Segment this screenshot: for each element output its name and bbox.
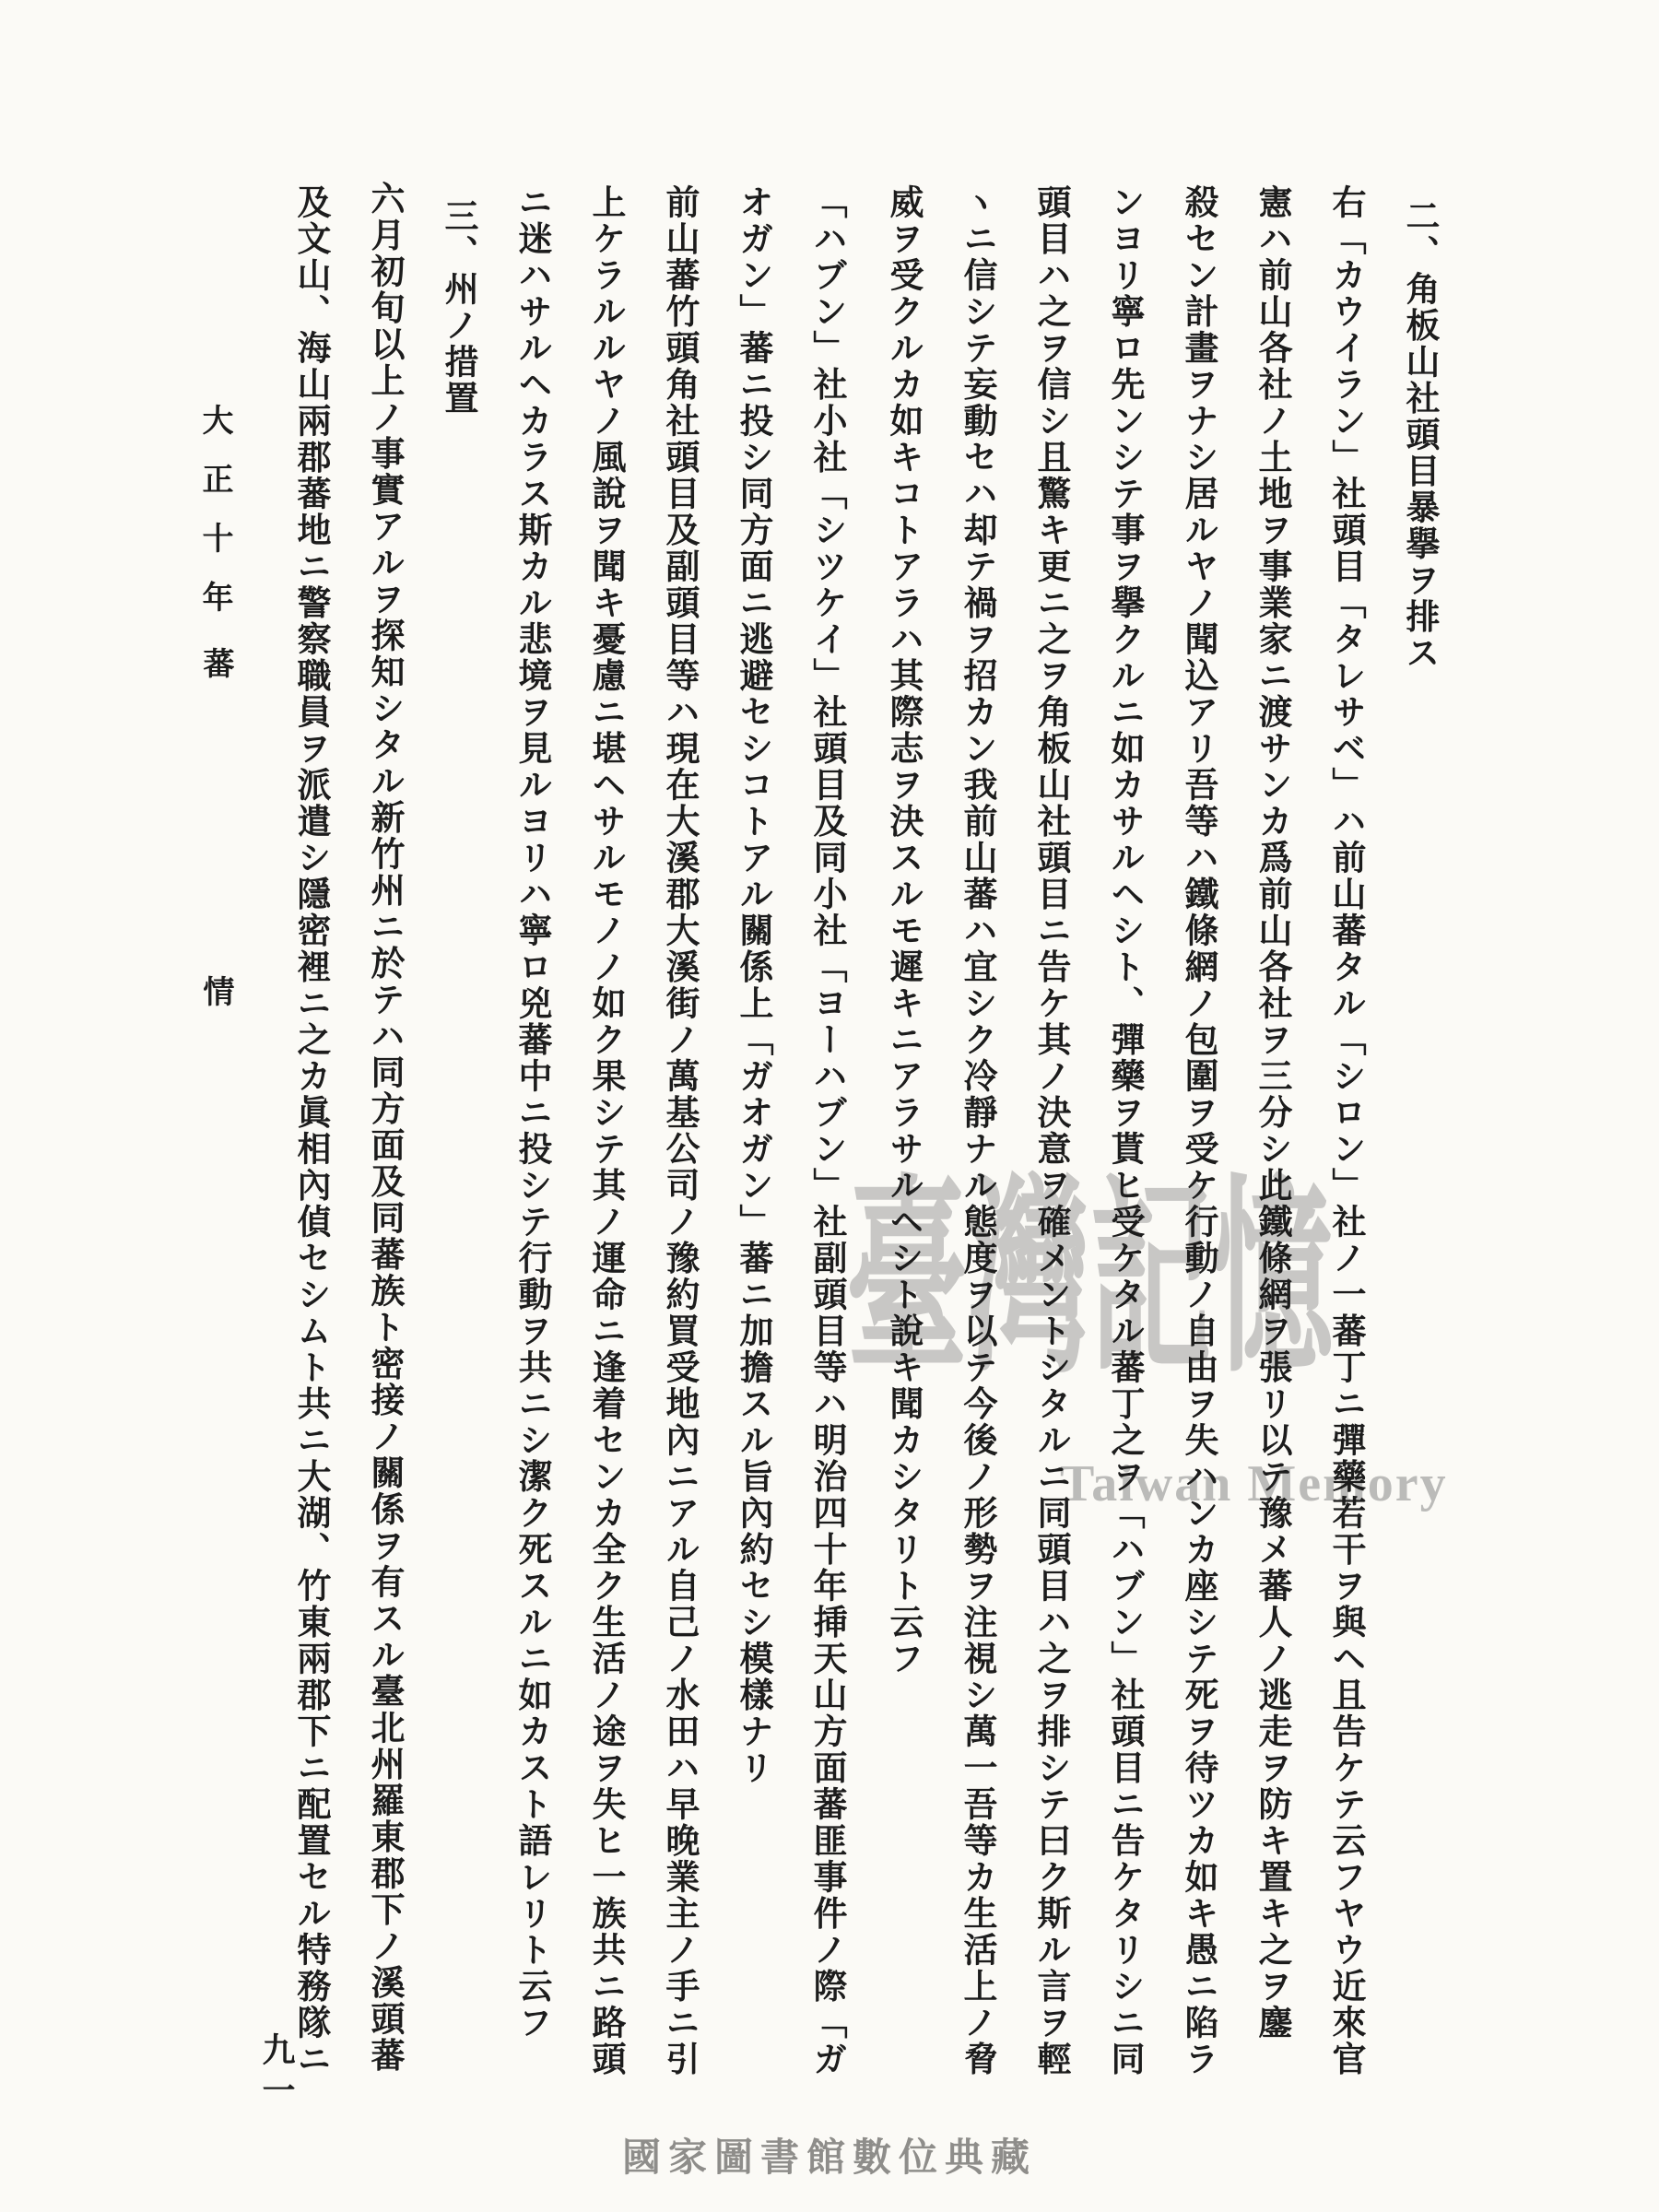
text-column-3: 殺セン計畫ヲナシ居ルヤノ聞込アリ吾等ハ鐵條網ノ包圍ヲ受ケ行動ノ自由ヲ失ハンカ座シテ死ヲ待ツカ如キ愚ニ陷ラ bbox=[1179, 184, 1217, 2077]
section-heading-3: 三、州ノ措置 bbox=[439, 198, 477, 417]
text-column-4: ンヨリ寧ロ先ンシテ事ヲ擧クルニ如カサルヘシト、彈藥ヲ貰ヒ受ケタル蕃丁之ヲ「ハブン」社頭目ニ告ケタリシニ同 bbox=[1105, 184, 1143, 2077]
text-column-5: 頭目ハ之ヲ信シ且驚キ更ニ之ヲ角板山社頭目ニ告ケ其ノ決意ヲ確メントシタルニ同頭目ハ之ヲ排シテ曰ク斯ル言ヲ輕 bbox=[1031, 184, 1069, 2077]
page-number: 九一 bbox=[258, 2032, 295, 2113]
text-column-6: ヽニ信シテ妄動セハ却テ禍ヲ招カン我前山蕃ハ宜シク冷靜ナル態度ヲ以テ今後ノ形勢ヲ注視シ萬一吾等カ生活上ノ脅 bbox=[958, 184, 995, 2077]
text-column-12: ニ迷ハサルヘカラス斯カル悲境ヲ見ルヨリハ寧ロ兇蕃中ニ投シテ行動ヲ共ニシ潔ク死スルニ如カスト語レリト云フ bbox=[512, 184, 550, 2041]
text-column-11: 上ケラルルヤノ風說ヲ聞キ憂慮ニ堪ヘサルモノノ如ク果シテ其ノ運命ニ逢着センカ全ク生活ノ途ヲ失ヒ一族共ニ路頭 bbox=[586, 184, 624, 2077]
text-column-7: 威ヲ受クルカ如キコトアラハ其際志ヲ決スルモ遲キニアラサルヘシト說キ聞カシタリト云フ bbox=[884, 184, 922, 1677]
text-column-9: オガン」蕃ニ投シ同方面ニ逃避セシコトアル關係上「ガオガン」蕃ニ加擔スル旨內約セシ模樣ナリ bbox=[734, 184, 771, 1786]
margin-book-title: 蕃情 bbox=[198, 647, 232, 1303]
text-column-8: 「ハブン」社小社「シツケイ」社頭目及同小社「ヨーハブン」社副頭目等ハ明治四十年挿天山方面蕃匪事件ノ際「ガ bbox=[807, 184, 845, 2077]
text-column-1: 右「カウイラン」社頭目「タレサベ」ハ前山蕃タル「シロン」社ノ一蕃丁ニ彈藥若干ヲ與ヘ且告ケテ云フヤウ近來官 bbox=[1326, 184, 1364, 2077]
margin-era-label: 大正十年 bbox=[197, 404, 231, 640]
section-heading-2: 二、角板山社頭目暴擧ヲ排ス bbox=[1400, 198, 1438, 672]
taiwan-memory-watermark-latin: Taiwan Memory bbox=[1060, 1455, 1448, 1512]
taiwan-memory-watermark-cjk: 臺灣記憶 bbox=[846, 1165, 1334, 1397]
text-column-10: 前山蕃竹頭角社頭目及副頭目等ハ現在大溪郡大溪街ノ萬基公司ノ豫約買受地內ニアル自己ノ水田ハ早晚業主ノ手ニ引 bbox=[660, 184, 698, 2077]
text-column-15: 及文山、海山兩郡蕃地ニ警察職員ヲ派遣シ隱密裡ニ之カ眞相內偵セシムト共ニ大湖、竹東兩郡下ニ配置セル特務隊ニ bbox=[291, 184, 329, 2077]
text-column-14: 六月初旬以上ノ事實アルヲ探知シタル新竹州ニ於テハ同方面及同蕃族ト密接ノ關係ヲ有スル臺北州羅東郡下ノ溪頭蕃 bbox=[365, 181, 403, 2074]
text-column-2: 憲ハ前山各社ノ土地ヲ事業家ニ渡サンカ爲前山各社ヲ三分シ此鐵條網ヲ張リ以テ豫メ蕃人ノ逃走ヲ防キ置キ之ヲ鏖 bbox=[1253, 184, 1290, 2041]
archive-footer-label: 國家圖書館數位典藏 bbox=[621, 2137, 1037, 2180]
